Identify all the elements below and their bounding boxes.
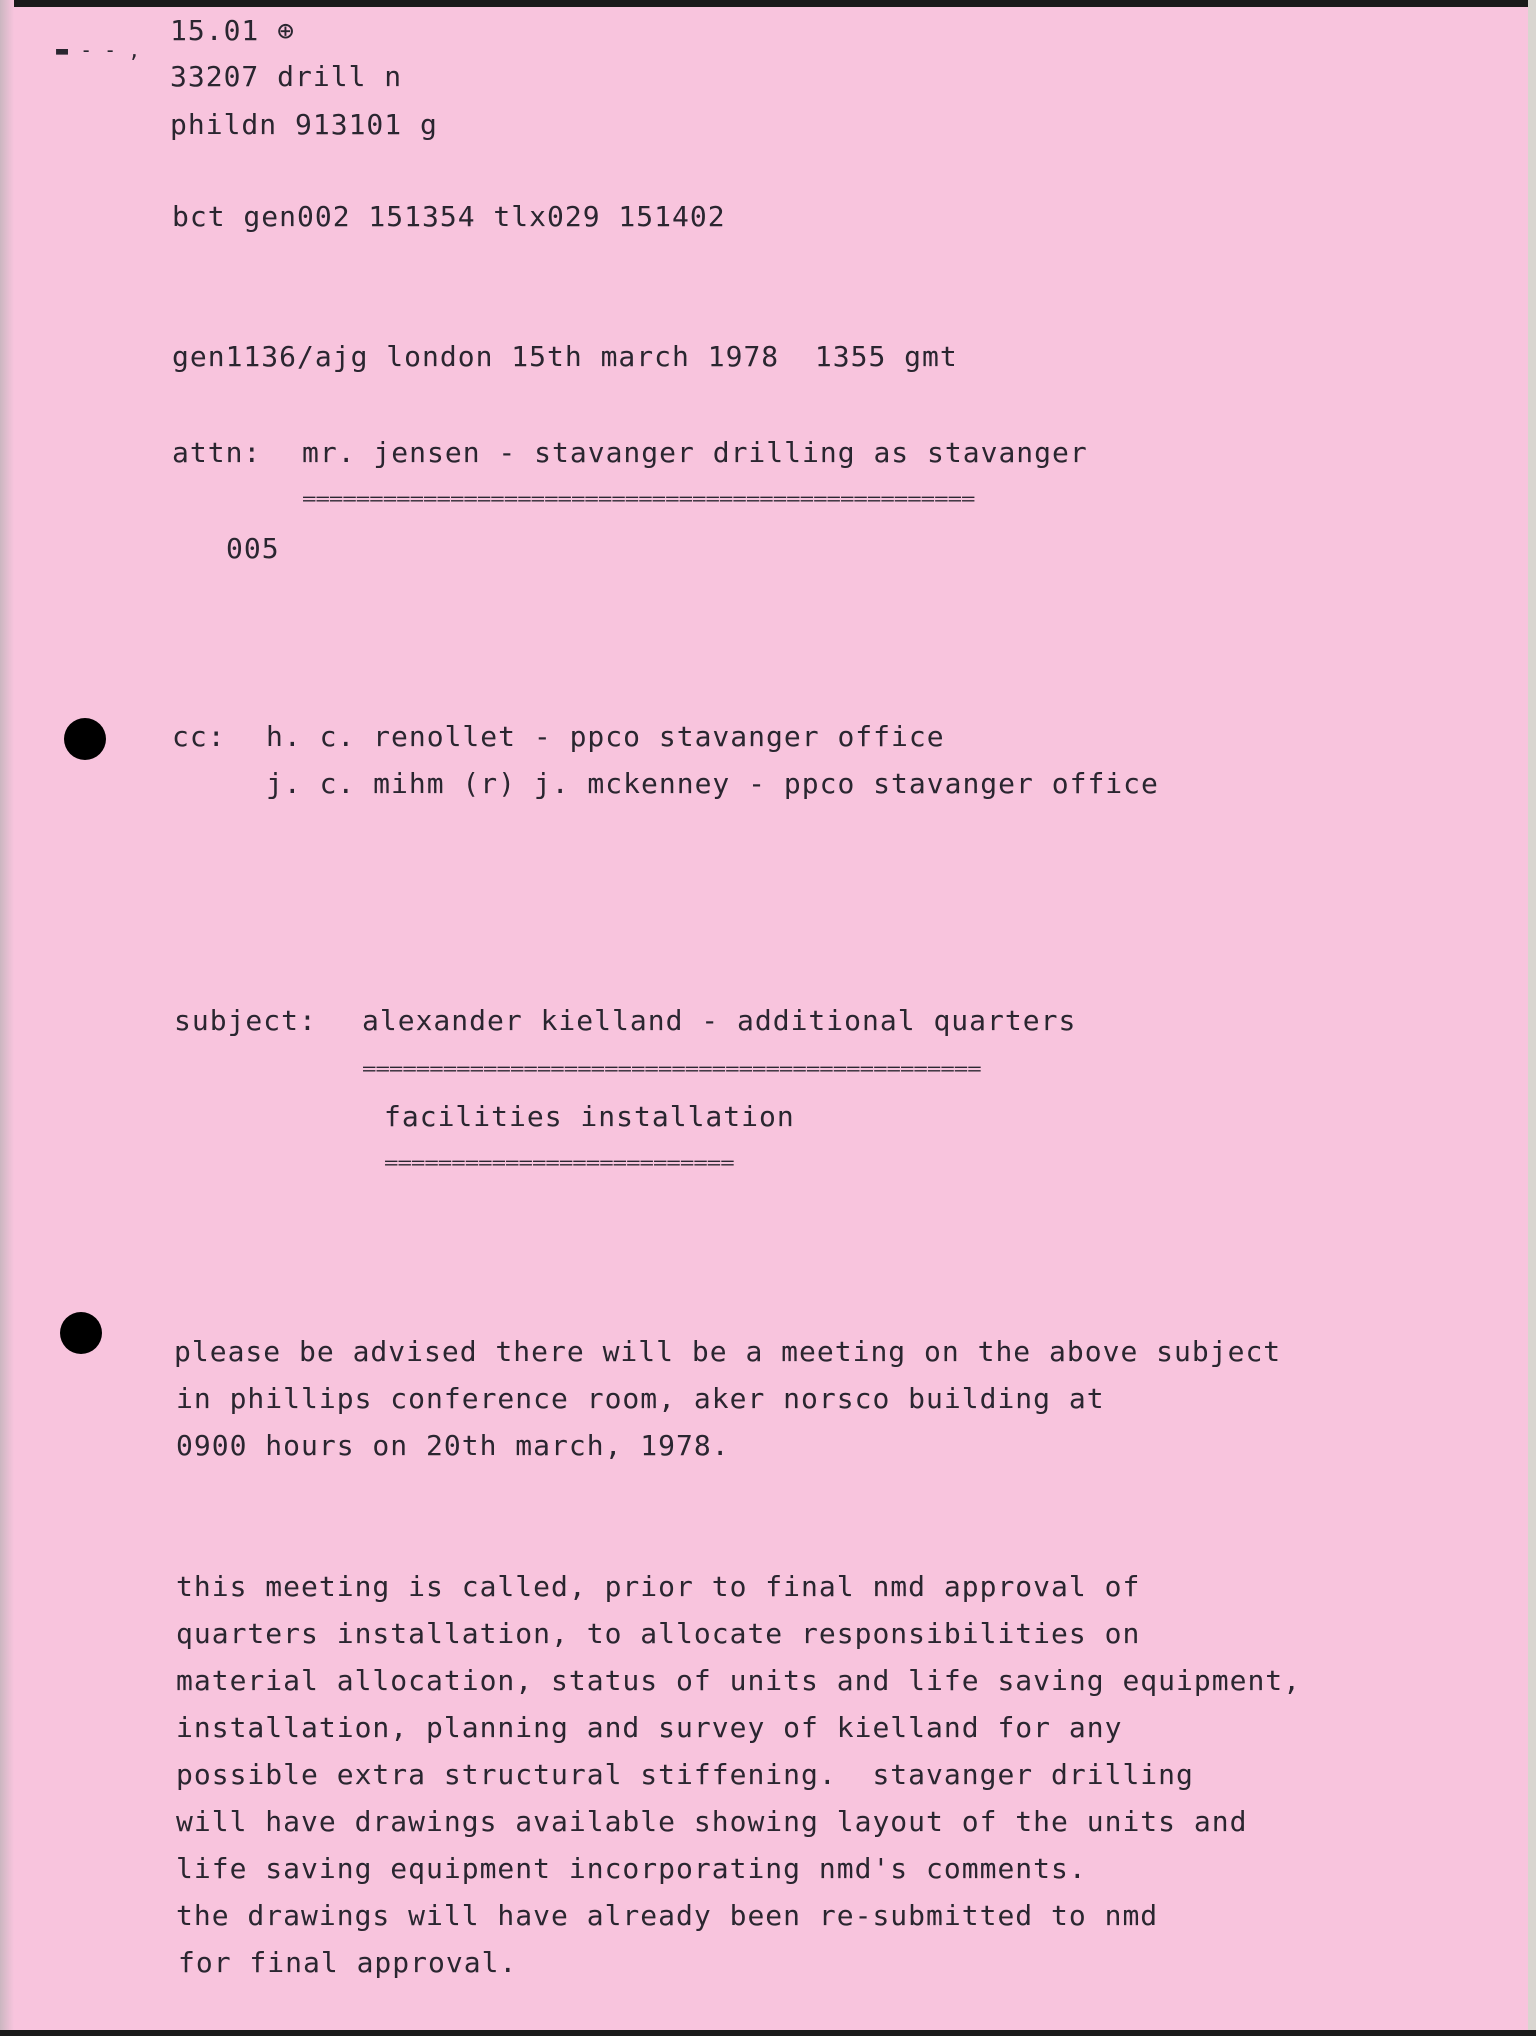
body-p2-line-7: life saving equipment incorporating nmd's comments.: [176, 1852, 1087, 1885]
cc-label: cc:: [172, 720, 226, 753]
subject-label: subject:: [174, 1004, 317, 1037]
body-p2-line-1: this meeting is called, prior to final nmd approval of: [176, 1570, 1141, 1603]
attn-label: attn:: [172, 436, 262, 469]
body-p2-line-3: material allocation, status of units and life saving equipment,: [176, 1664, 1302, 1697]
attn-ref: 005: [226, 532, 280, 565]
body-p2-line-8: the drawings will have already been re-submitted to nmd: [176, 1899, 1159, 1932]
stray-mark: ▬ - - ,: [56, 38, 141, 62]
subject-line-2: facilities installation: [384, 1100, 795, 1133]
attn-text: mr. jensen - stavanger drilling as stavanger: [302, 436, 1088, 469]
page-top-edge: [0, 0, 1536, 7]
header-line-5: gen1136/ajg london 15th march 1978 1355 gmt: [172, 340, 958, 373]
page-bottom-edge: [0, 2030, 1536, 2036]
subject-underline-1: ==============================================: [362, 1059, 981, 1079]
cc-line-2: j. c. mihm (r) j. mckenney - ppco stavanger office: [266, 767, 1159, 800]
header-line-1: 15.01 ⊕: [170, 14, 296, 47]
page-right-edge: [1528, 0, 1536, 2036]
header-line-4: bct gen002 151354 tlx029 151402: [172, 200, 726, 233]
body-p2-line-9: for final approval.: [178, 1946, 518, 1979]
body-p2-line-6: will have drawings available showing layout of the units and: [176, 1805, 1248, 1838]
body-p1-line-1: please be advised there will be a meeting on the above subject: [174, 1335, 1282, 1368]
body-p2-line-4: installation, planning and survey of kielland for any: [176, 1711, 1123, 1744]
attn-underline: ==================================================: [302, 489, 975, 509]
body-p1-line-3: 0900 hours on 20th march, 1978.: [176, 1429, 730, 1462]
header-line-2: 33207 drill n: [170, 60, 403, 93]
punch-hole-1: [64, 718, 106, 760]
subject-underline-2: ==========================: [384, 1153, 734, 1173]
punch-hole-2: [60, 1312, 102, 1354]
body-p1-line-2: in phillips conference room, aker norsco building at: [176, 1382, 1105, 1415]
subject-line-1: alexander kielland - additional quarters: [362, 1004, 1077, 1037]
page-left-edge: [0, 0, 14, 2036]
header-line-3: phildn 913101 g: [170, 108, 438, 141]
body-p2-line-5: possible extra structural stiffening. stavanger drilling: [176, 1758, 1194, 1791]
body-p2-line-2: quarters installation, to allocate responsibilities on: [176, 1617, 1141, 1650]
cc-line-1: h. c. renollet - ppco stavanger office: [266, 720, 945, 753]
